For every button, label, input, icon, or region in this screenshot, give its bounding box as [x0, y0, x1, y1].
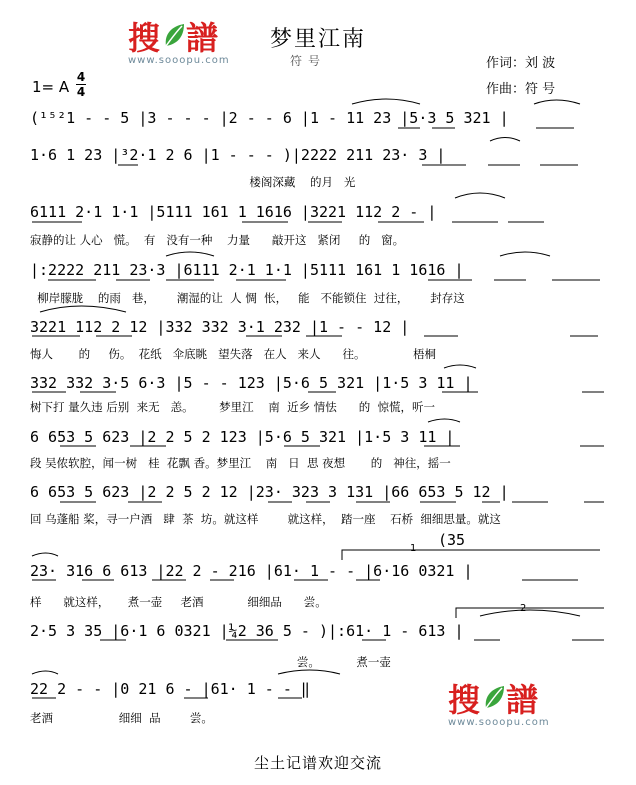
repeat-note: (35 [438, 531, 466, 549]
notation-row-9: 23· 316 6 613 |22 2 - 216 |61· 1 - - |6·16 0321 | [30, 562, 473, 580]
lyric-row-2: 楼阁深藏 的月 光 [30, 175, 356, 189]
time-signature-top: 4 [76, 70, 86, 84]
slur [500, 252, 550, 256]
logo-char-red: 搜 [128, 19, 163, 57]
notation-row-6: 332 332 3·5 6·3 |5 - - 123 |5·6 5 321 |1·5 3 11 | [30, 374, 473, 392]
lyric-row-9: 样 就这样， 煮一壶 老酒 细细品 尝。 [30, 595, 327, 609]
lyricist-credit: 作词：刘 波 [486, 56, 556, 71]
notation-row-7: 6 653 5 623 |2 2 5 2 123 |5·6 5 321 |1·5 3 11 | [30, 428, 455, 446]
logo-char-green: 譜 [186, 19, 221, 57]
leaf-icon-bottom [482, 684, 506, 708]
notation-row-2: 1·6 1 23 |³2·1 2 6 |1 - - - )|2222 211 23· 3 | [30, 146, 446, 164]
slur [32, 553, 58, 556]
lyric-row-8: 回 乌蓬船 桨，寻一户酒 肆 茶 坊。就这样 就这样， 踏一座 石桥 细细思量。就这 [30, 512, 501, 526]
slur [40, 306, 126, 312]
logo-url: www.sooopu.com [128, 55, 230, 66]
lyric-row-6: 树下打 量久违 后别 来无 恙。 梦里江 南 近乡 情怯 的 惊慌，听一 [30, 400, 436, 414]
song-subtitle: 符号 [290, 54, 327, 68]
slur [480, 610, 580, 616]
slur [534, 100, 580, 104]
slur [444, 365, 476, 368]
slur [352, 99, 420, 104]
notation-row-5: 3221 112 2 12 |332 332 3·1 232 |1 - - 12 | [30, 318, 410, 336]
lyric-row-7: 段 吴侬软腔，闻一树 桂 花飘 香。梦里江 南 日 思 夜想 的 神往，摇一 [30, 456, 451, 470]
logo-bottom-char-green: 譜 [506, 681, 541, 719]
slur [32, 671, 58, 674]
logo-bottom-char-red: 搜 [448, 681, 483, 719]
volta-first-bracket [342, 550, 600, 560]
lyric-row-5: 悔人 的 伤。 花纸 伞底眺 望失落 在人 来人 往。 梧桐 [30, 347, 436, 361]
slur [455, 193, 505, 198]
song-title: 梦里江南 [269, 27, 366, 52]
lyric-row-10: 尝。 煮一壶 [30, 655, 391, 669]
time-signature [76, 70, 86, 99]
lyric-row-4: 柳岸朦胧 的雨 巷， 潮湿的让 人 惆 怅， 能 不能锁住 过往， 封存这 [30, 291, 465, 305]
composer-credit: 作曲：符 号 [486, 82, 556, 97]
footer-note: 尘土记谱欢迎交流 [253, 754, 382, 772]
notation-row-3: 6111 2·1 1·1 |5111 161 1 1616 |3221 112 2 - | [30, 203, 437, 221]
notation-row-4: |:2222 211 23·3 |6111 2·1 1·1 |5111 161 1 1616 | [30, 261, 464, 279]
logo-bottom [448, 681, 550, 728]
logo-bottom-url: www.sooopu.com [448, 717, 550, 728]
lyric-row-11: 老酒 细细 品 尝。 [30, 711, 213, 725]
key-signature: 1= A [32, 78, 70, 96]
slur [278, 670, 340, 674]
slur [490, 138, 520, 142]
slur [166, 252, 214, 256]
volta-first-label: 1 [410, 543, 417, 554]
notation-row-11: 22 2 - - |0 21 6 - |61· 1 - - ‖ [30, 680, 310, 698]
slur [428, 419, 460, 422]
notation-row-8: 6 653 5 623 |2 2 5 2 12 |23· 323 3 131 |66 653 5 12 | [30, 483, 509, 501]
lyric-row-3: 寂静的让 人心 慌。 有 没有一种 力量 敲开这 紧闭 的 窗。 [30, 233, 405, 247]
volta-second-label: 2 [520, 603, 527, 614]
time-signature-bottom: 4 [76, 85, 86, 99]
notation-row-10: 2·5 3 35 |6·1 6 0321 |¼2 36 5 - )|:61· 1 - 613 | [30, 622, 464, 640]
notation-row-1: (¹⁵²1 - - 5 |3 - - - |2 - - 6 |1 - 11 23 |5·3 5 321 | [30, 109, 509, 127]
